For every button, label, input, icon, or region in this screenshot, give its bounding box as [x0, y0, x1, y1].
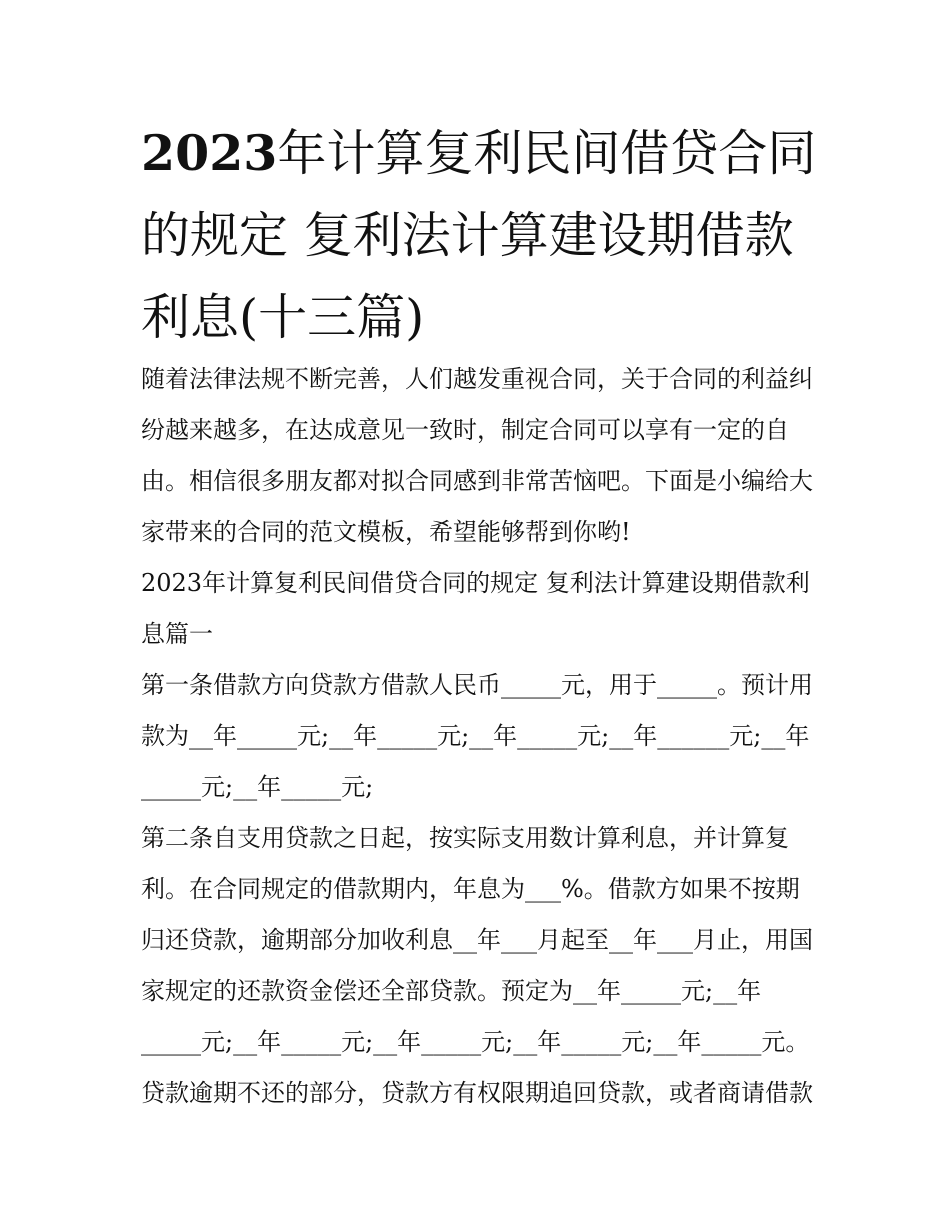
- document-body: [141, 354, 821, 1119]
- title-year: 2023: [141, 124, 278, 182]
- article-2-paragraph: 第二条自支用贷款之日起，按实际支用数计算利息，并计算复利。在合同规定的借款期内，年息为___%。借款方如果不按期归还贷款，逾期部分加收利息__年___月起至__年___月止，用国家规定的还款资金偿还全部贷款。预定为__年_____元;__年_____元;__年_____元;__年_____元;__年_____元;__年_____元。贷款逾期不还的部分，贷款方有权限期追回贷款，或者商请借款: [141, 824, 813, 1107]
- article-1-paragraph: 第一条借款方向贷款方借款人民币_____元，用于_____。预计用款为__年_____元;__年_____元;__年_____元;__年______元;__年_____元;__年_____元;: [141, 671, 813, 801]
- section-heading: 2023年计算复利民间借贷合同的规定 复利法计算建设期借款利息篇一: [141, 569, 810, 648]
- intro-paragraph: 随着法律法规不断完善，人们越发重视合同，关于合同的利益纠纷越来越多，在达成意见一致时，制定合同可以享有一定的自由。相信很多朋友都对拟合同感到非常苦恼吧。下面是小编给大家带来的合同的范文模板，希望能够帮到你哟!: [141, 365, 813, 546]
- title-text: 年计算复利民间借贷合同的规定 复利法计算建设期借款利息(十三篇): [141, 125, 817, 346]
- document-title: [141, 112, 821, 359]
